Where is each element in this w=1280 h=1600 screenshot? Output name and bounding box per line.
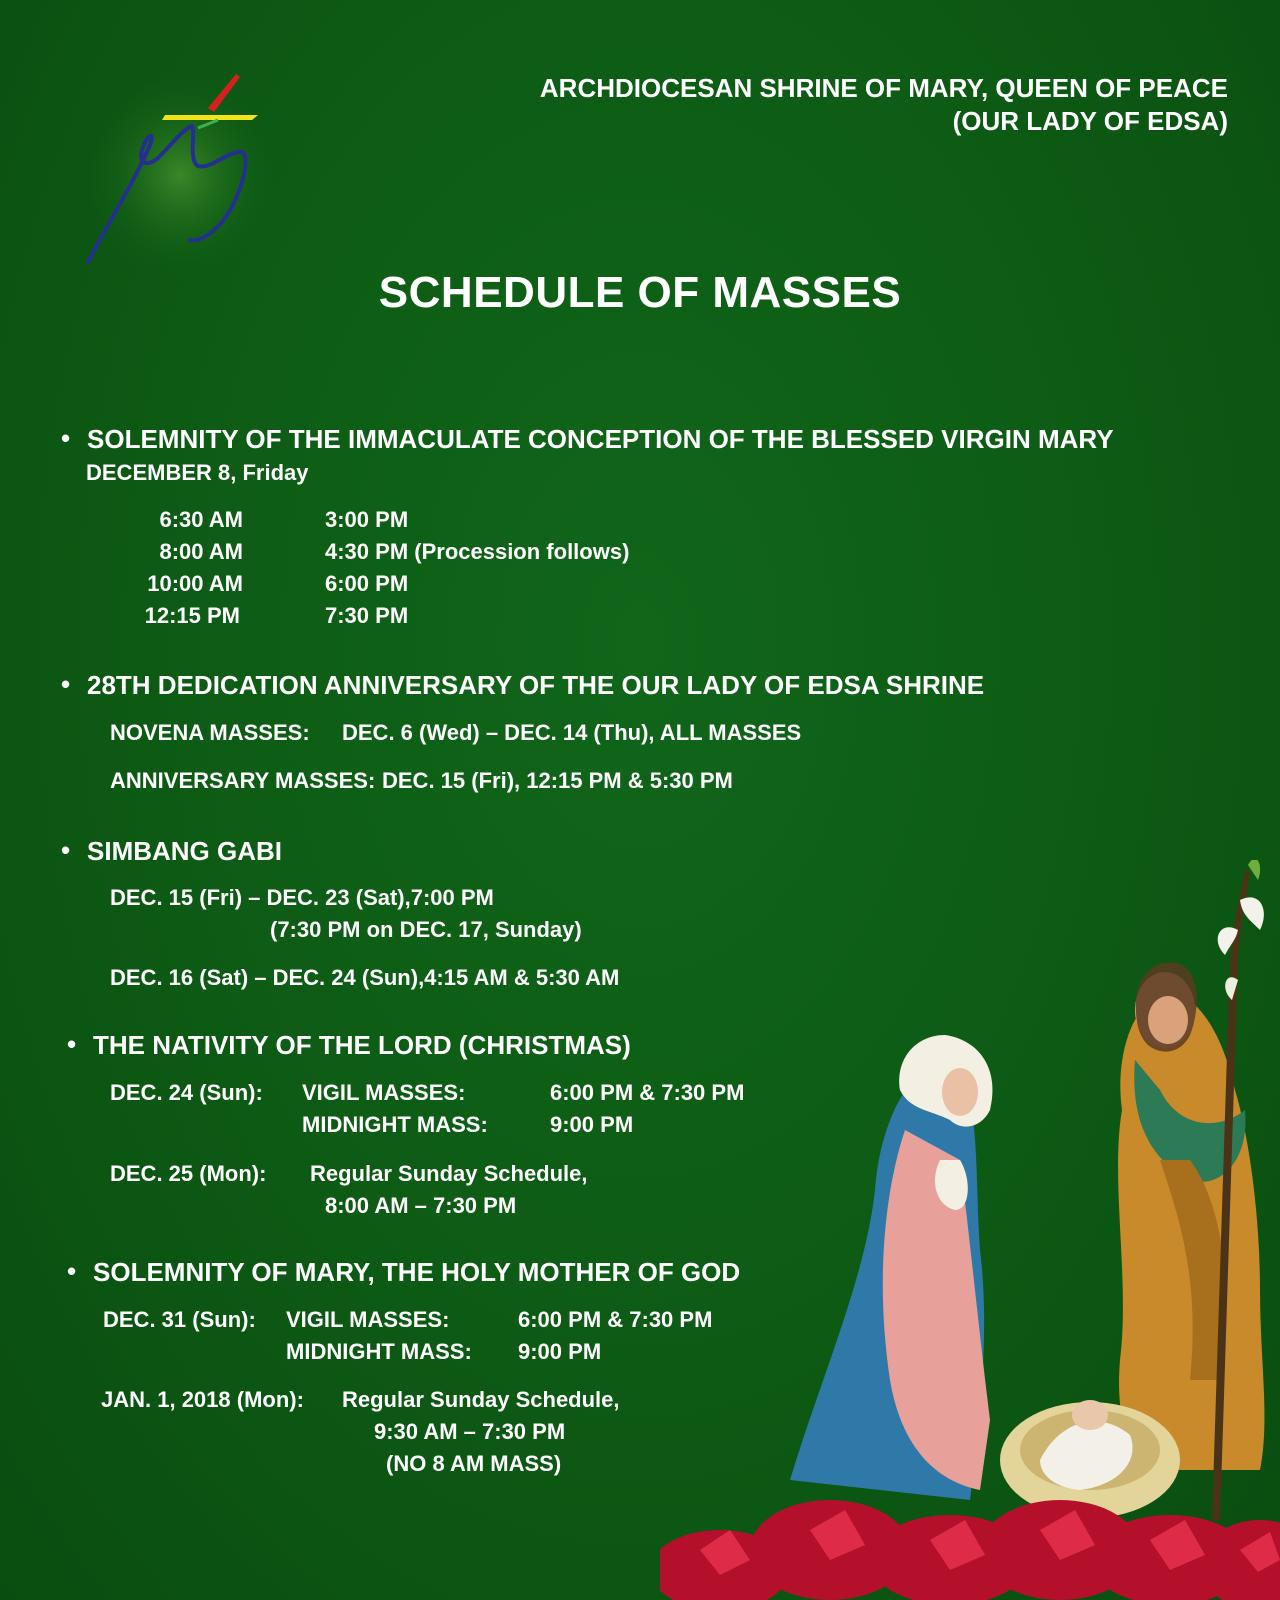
regular-schedule: Regular Sunday Schedule,	[342, 1387, 620, 1412]
mass-time: 6:00 PM	[325, 571, 409, 596]
novena-value: DEC. 6 (Wed) – DEC. 14 (Thu), ALL MASSES	[342, 720, 802, 745]
section-immaculate-date: DECEMBER 8, Friday	[86, 460, 309, 485]
regular-schedule-time: 9:30 AM – 7:30 PM	[374, 1419, 566, 1444]
mass-time: 7:30 PM	[325, 603, 409, 628]
simbang-gabi-note: (7:30 PM on DEC. 17, Sunday)	[270, 917, 582, 942]
nativity-date-2: DEC. 25 (Mon):	[110, 1161, 267, 1186]
regular-schedule-time: 8:00 AM – 7:30 PM	[325, 1193, 517, 1218]
mary-figure	[790, 1035, 993, 1500]
shrine-subname: (OUR LADY OF EDSA)	[952, 106, 1228, 136]
mass-time: 4:30 PM (Procession follows)	[325, 539, 630, 564]
vigil-label: VIGIL MASSES:	[302, 1080, 466, 1105]
midnight-label: MIDNIGHT MASS:	[286, 1339, 472, 1364]
regular-schedule: Regular Sunday Schedule,	[310, 1161, 588, 1186]
mass-time: 8:00 AM	[159, 539, 243, 564]
mass-time: 10:00 AM	[147, 571, 243, 596]
shrine-name: ARCHDIOCESAN SHRINE OF MARY, QUEEN OF PEACE	[539, 73, 1228, 103]
mass-time: 12:15 PM	[144, 603, 240, 628]
section-simbang-gabi-title: • SIMBANG GABI	[87, 836, 282, 867]
vigil-label: VIGIL MASSES:	[286, 1307, 450, 1332]
shrine-logo	[80, 70, 280, 280]
anniversary-value: DEC. 15 (Fri), 12:15 PM & 5:30 PM	[382, 768, 733, 793]
no-8am-mass-note: (NO 8 AM MASS)	[386, 1451, 562, 1476]
anniversary-label: ANNIVERSARY MASSES:	[110, 768, 376, 793]
mass-time: 3:00 PM	[325, 507, 409, 532]
section-anniversary-title: • 28TH DEDICATION ANNIVERSARY OF THE OUR LADY OF EDSA SHRINE	[87, 670, 984, 701]
vigil-time: 6:00 PM & 7:30 PM	[550, 1080, 745, 1105]
midnight-time: 9:00 PM	[518, 1339, 602, 1364]
simbang-gabi-schedule-1: DEC. 15 (Fri) – DEC. 23 (Sat),7:00 PM	[110, 885, 494, 910]
vigil-time: 6:00 PM & 7:30 PM	[518, 1307, 713, 1332]
nativity-date-1: DEC. 24 (Sun):	[110, 1080, 263, 1105]
mother-of-god-date-1: DEC. 31 (Sun):	[103, 1307, 256, 1332]
section-immaculate-title: • SOLEMNITY OF THE IMMACULATE CONCEPTION OF THE BLESSED VIRGIN MARY	[87, 424, 1114, 455]
novena-label: NOVENA MASSES:	[110, 720, 310, 745]
mother-of-god-date-2: JAN. 1, 2018 (Mon):	[101, 1387, 304, 1412]
nativity-scene-image	[660, 860, 1280, 1600]
mass-time: 6:30 AM	[159, 507, 243, 532]
midnight-label: MIDNIGHT MASS:	[302, 1112, 488, 1137]
page-title: SCHEDULE OF MASSES	[378, 268, 902, 317]
section-nativity-title: • THE NATIVITY OF THE LORD (CHRISTMAS)	[93, 1030, 631, 1061]
shrine-header	[540, 72, 1228, 138]
simbang-gabi-schedule-2: DEC. 16 (Sat) – DEC. 24 (Sun),4:15 AM & 5:30 AM	[110, 965, 620, 990]
midnight-time: 9:00 PM	[550, 1112, 634, 1137]
section-mother-of-god-title: • SOLEMNITY OF MARY, THE HOLY MOTHER OF GOD	[93, 1257, 740, 1288]
